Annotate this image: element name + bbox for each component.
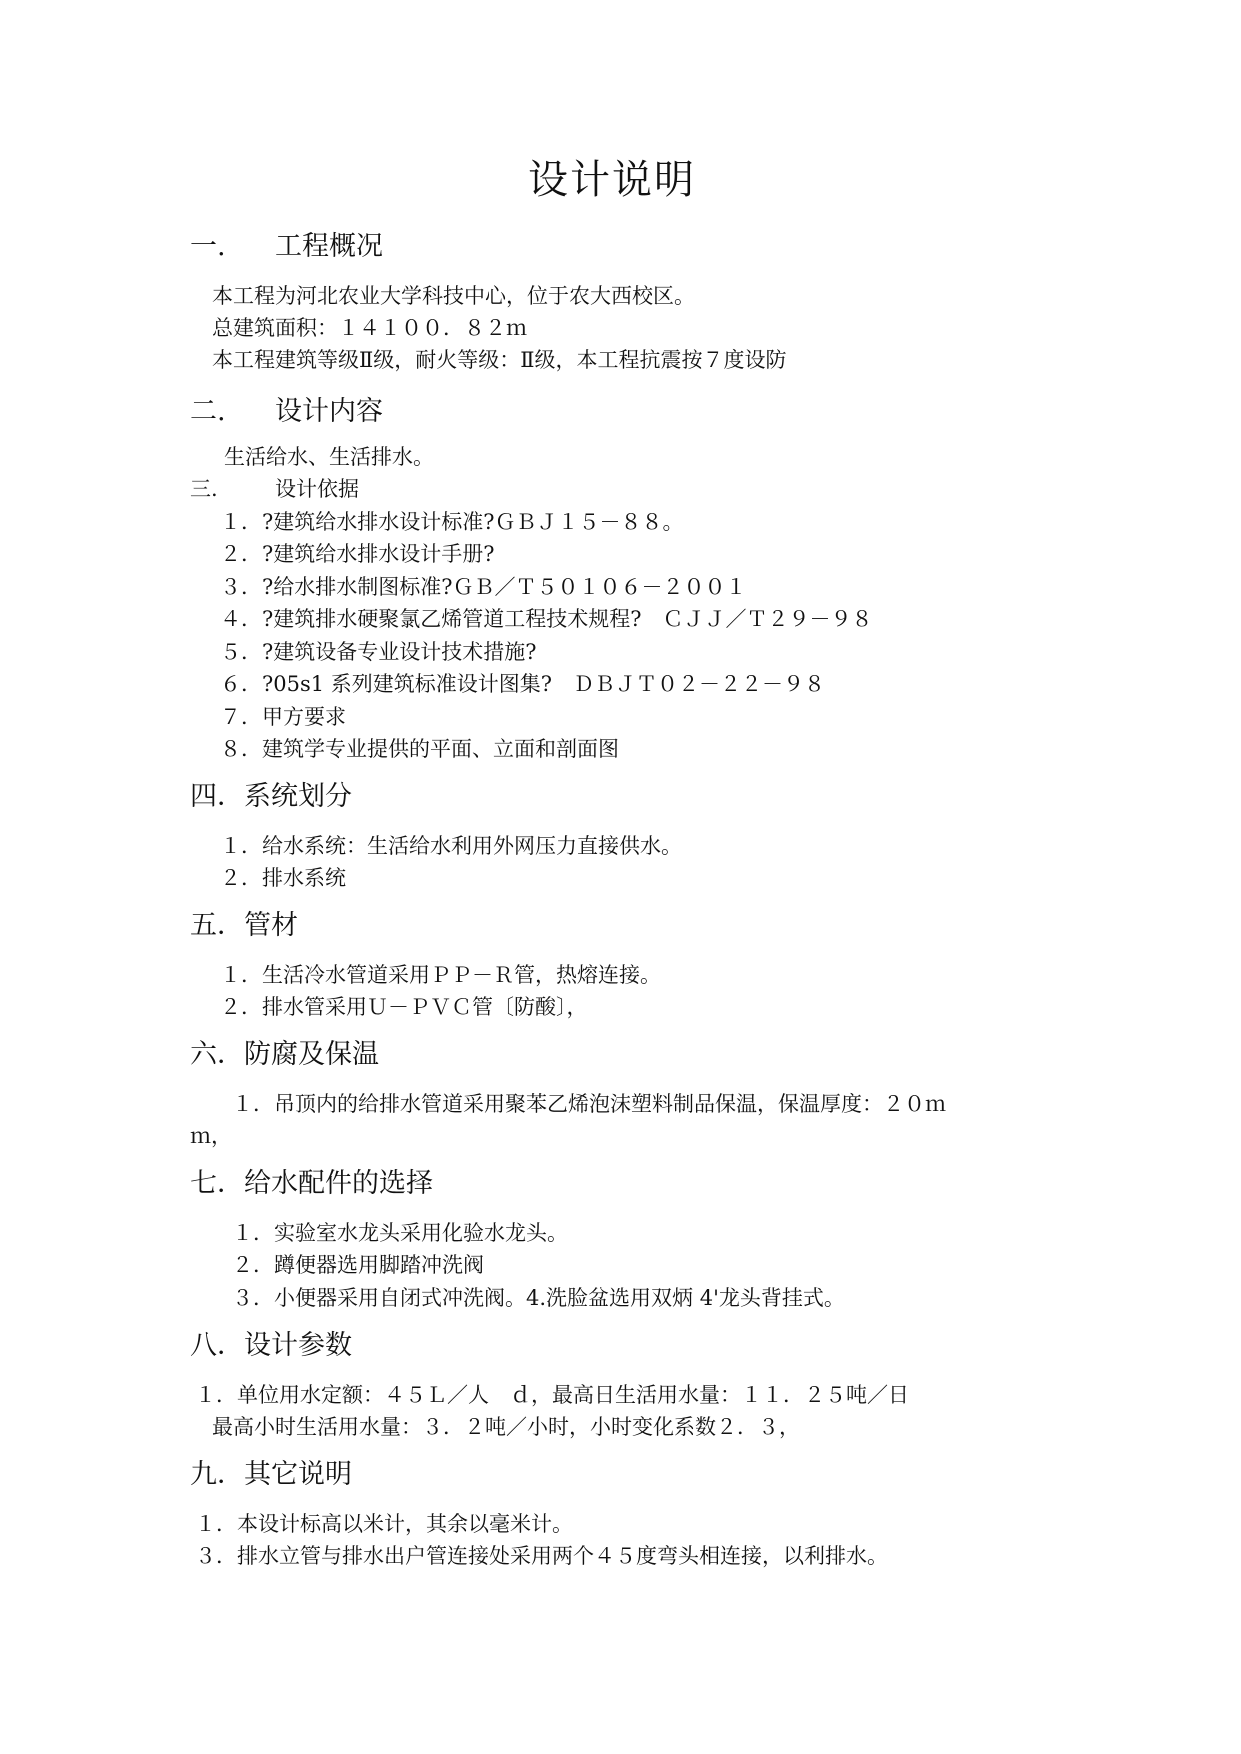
section-1-line: 本工程建筑等级Ⅱ级，耐火等级：Ⅱ级，本工程抗震按７度设防 <box>212 348 787 372</box>
section-3-item: ５．?建筑设备专业设计技术措施? <box>220 640 537 664</box>
section-3-item: ８．建筑学专业提供的平面、立面和剖面图 <box>220 737 619 761</box>
section-9-item: ３．排水立管与排水出户管连接处采用两个４５度弯头相连接，以利排水。 <box>195 1544 888 1568</box>
section-4-item: １．给水系统：生活给水利用外网压力直接供水。 <box>220 834 682 858</box>
section-8-item: １．单位用水定额：４５Ｌ／人 ｄ，最高日生活用水量：１１．２５吨／日 <box>195 1383 909 1407</box>
section-2-number: 二. <box>190 396 226 427</box>
section-2-line: 生活给水、生活排水。 <box>224 445 434 469</box>
section-1-number: 一. <box>190 231 226 262</box>
section-3-number: 三. <box>190 477 218 501</box>
section-7-item: １．实验室水龙头采用化验水龙头。 <box>232 1221 568 1245</box>
section-7-item: ２．蹲便器选用脚踏冲洗阀 <box>232 1253 484 1277</box>
section-6-item: １．吊顶内的给排水管道采用聚苯乙烯泡沫塑料制品保温，保温厚度：２０ｍ <box>232 1092 946 1116</box>
section-8-heading: 八．设计参数 <box>190 1330 352 1361</box>
section-3-item: ７．甲方要求 <box>220 705 346 729</box>
section-4-item: ２．排水系统 <box>220 866 346 890</box>
section-1-heading: 工程概况 <box>275 231 383 262</box>
section-9-item: １．本设计标高以米计，其余以毫米计。 <box>195 1512 573 1536</box>
section-5-item: １．生活冷水管道采用ＰＰ－Ｒ管，热熔连接。 <box>220 963 661 987</box>
section-1-line: 本工程为河北农业大学科技中心，位于农大西校区。 <box>212 284 695 308</box>
section-9-heading: 九．其它说明 <box>190 1459 352 1490</box>
section-3-heading: 设计依据 <box>275 477 359 501</box>
section-8-item: 最高小时生活用水量：３．２吨／小时，小时变化系数２．３， <box>212 1415 800 1439</box>
section-3-item: ４．?建筑排水硬聚氯乙烯管道工程技术规程? ＣＪＪ／Ｔ２９－９８ <box>220 607 873 631</box>
section-7-heading: 七．给水配件的选择 <box>190 1168 433 1199</box>
section-1-line: 总建筑面积：１４１００．８２ｍ <box>212 316 527 340</box>
section-3-item: １．?建筑给水排水设计标准?ＧＢＪ１５－８８。 <box>220 510 684 534</box>
section-6-item-wrap: ｍ， <box>190 1124 232 1148</box>
section-7-item: ３．小便器采用自闭式冲洗阀。4.洗脸盆选用双炳 4'龙头背挂式。 <box>232 1286 845 1310</box>
section-2-heading: 设计内容 <box>275 396 383 427</box>
section-3-item: ２．?建筑给水排水设计手册? <box>220 542 495 566</box>
section-5-heading: 五．管材 <box>190 910 298 941</box>
section-4-heading: 四．系统划分 <box>190 781 352 812</box>
section-3-item: ６．?05s1 系列建筑标准设计图集? ＤＢＪＴ０２－２２－９８ <box>220 672 826 696</box>
section-6-heading: 六．防腐及保温 <box>190 1039 379 1070</box>
page-title: 设计说明 <box>528 157 696 203</box>
section-5-item: ２．排水管采用Ｕ－ＰＶＣ管〔防酸〕， <box>220 995 588 1019</box>
section-3-item: ３．?给水排水制图标准?ＧＢ／Ｔ５０１０６－２００１ <box>220 575 747 599</box>
